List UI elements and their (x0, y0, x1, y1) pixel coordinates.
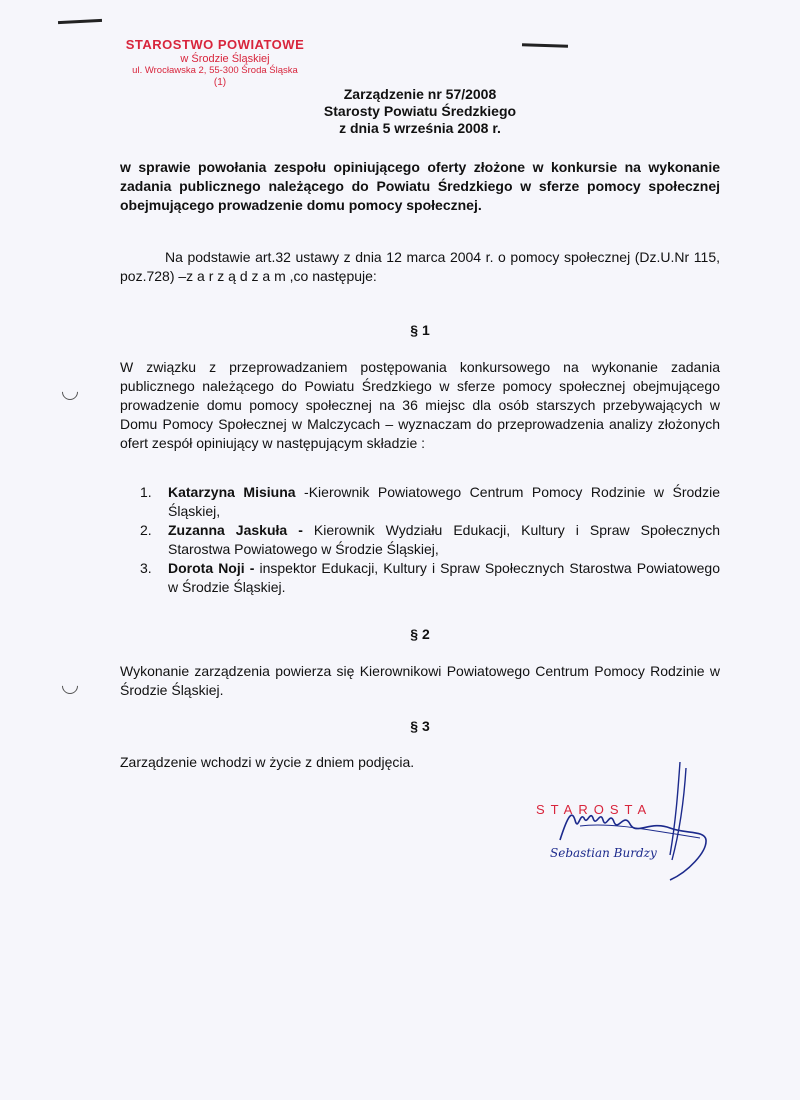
member-role: inspektor Edukacji, Kultury i Spraw Społecznych Starostwa Powiatowego w Środzie Śląskiej. (168, 560, 721, 595)
stamp-line-3: ul. Wrocławska 2, 55-300 Środa Śląska (132, 64, 298, 76)
section-2-heading: § 2 (410, 626, 430, 642)
member-role: Kierownik Wydziału Edukacji, Kultury i Spraw Społecznych Starostwa Powiatowego w Środzie Śląskiej, (168, 522, 720, 557)
list-item (140, 483, 720, 521)
punch-hole-mark-lower (59, 675, 82, 698)
document-title (240, 86, 600, 137)
member-name: Zuzanna Jaskuła - (168, 522, 303, 538)
list-item (140, 559, 720, 597)
office-stamp (110, 38, 320, 88)
committee-members-list (140, 483, 720, 597)
signature-stamp-title: STAROSTA (536, 802, 653, 817)
section-1-heading: § 1 (410, 322, 430, 338)
stamp-line-2: w Środzie Śląskiej (180, 52, 270, 65)
title-line-3: z dnia 5 września 2008 r. (339, 120, 501, 136)
list-item-number: 3. (140, 560, 152, 576)
list-item-number: 2. (140, 522, 152, 538)
signatory-name-stamp: Sebastian Burdzy (550, 846, 657, 860)
title-line-2: Starosty Powiatu Średzkiego (323, 103, 517, 119)
section-1-text: W związku z przeprowadzaniem postępowania konkursowego na wykonanie zadania publicznego należącego do Powiatu Średzkiego w sferze pomocy społecznej obejmującego prowadzenie domu pomocy społecznej na 36 miejsc dla osób starszych przebywających w Domu Pomocy Społecznej w Malczycach – wyznaczam do przeprowadzenia analizy złożonych ofert zespół opiniujący w następującym składzie : (120, 359, 720, 451)
section-3-text: Zarządzenie wchodzi w życie z dniem podjęcia. (120, 754, 415, 770)
title-line-1: Zarządzenie nr 57/2008 (343, 86, 497, 102)
document-subject: w sprawie powołania zespołu opiniującego oferty złożone w konkursie na wykonanie zadania publicznego należącego do Powiatu Średzkiego w sferze pomocy społecznej obejmującego prowadzenie domu pomocy społecznej. (120, 159, 720, 213)
scan-mark-top-right (522, 43, 568, 48)
signature-block (520, 760, 720, 890)
member-name: Katarzyna Misiuna (168, 484, 296, 500)
scan-mark-top-left (58, 19, 102, 24)
list-item (140, 521, 720, 559)
handwritten-signature (520, 760, 720, 890)
section-2-text: Wykonanie zarządzenia powierza się Kierownikowi Powiatowego Centrum Pomocy Rodzinie w Środzie Śląskiej. (120, 663, 720, 698)
section-3-heading: § 3 (410, 718, 430, 734)
punch-hole-mark-upper (59, 381, 82, 404)
stamp-line-1: STAROSTWO POWIATOWE (125, 37, 305, 52)
member-name: Dorota Noji - (168, 560, 255, 576)
stamp-line-4: (1) (213, 76, 227, 88)
legal-basis: Na podstawie art.32 ustawy z dnia 12 marca 2004 r. o pomocy społecznej (Dz.U.Nr 115, poz.728) –z a r z ą d z a m ,co następuje: (120, 249, 720, 284)
list-item-number: 1. (140, 484, 152, 500)
member-role: -Kierownik Powiatowego Centrum Pomocy Rodzinie w Środzie Śląskiej, (168, 484, 720, 519)
